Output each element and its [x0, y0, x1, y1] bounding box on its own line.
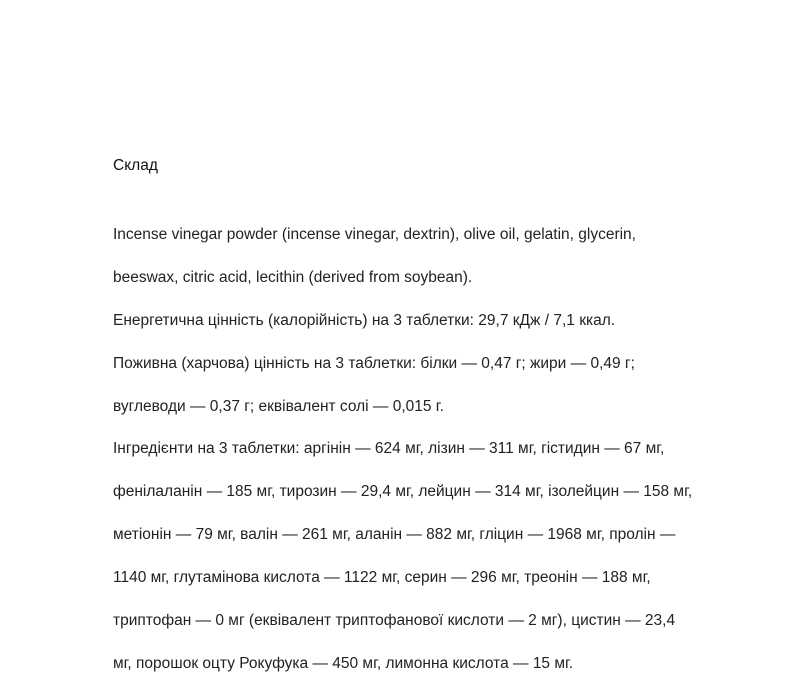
composition-text	[113, 203, 713, 695]
composition-line: Incense vinegar powder (incense vinegar, dextrin), olive oil, gelatin, glycerin,	[113, 226, 636, 244]
composition-line: метіонін — 79 мг, валін — 261 мг, аланін — 882 мг, гліцин — 1968 мг, пролін —	[113, 526, 676, 544]
composition-line: Енергетична цінність (калорійність) на 3 таблетки: 29,7 кДж / 7,1 ккал.	[113, 312, 616, 330]
composition-line: мг, порошок оцту Рокуфука — 450 мг, лимонна кислота — 15 мг.	[113, 654, 574, 672]
composition-line: beeswax, citric acid, lecithin (derived from soybean).	[113, 269, 473, 287]
composition-line: триптофан — 0 мг (еквівалент триптофанової кислоти — 2 мг), цистин — 23,4	[113, 611, 676, 629]
composition-line: вуглеводи — 0,37 г; еквівалент солі — 0,015 г.	[113, 397, 444, 415]
composition-line: фенілаланін — 185 мг, тирозин — 29,4 мг, лейцин — 314 мг, ізолейцин — 158 мг,	[113, 483, 693, 501]
composition-line: Поживна (харчова) цінність на 3 таблетки: білки — 0,47 г; жири — 0,49 г;	[113, 354, 635, 372]
composition-line: Інгредієнти на 3 таблетки: аргінін — 624 мг, лізин — 311 мг, гістидин — 67 мг,	[113, 440, 665, 458]
composition-section	[113, 154, 713, 695]
composition-line: 1140 мг, глутамінова кислота — 1122 мг, серин — 296 мг, треонін — 188 мг,	[113, 568, 651, 586]
section-title: Склад	[113, 157, 158, 174]
